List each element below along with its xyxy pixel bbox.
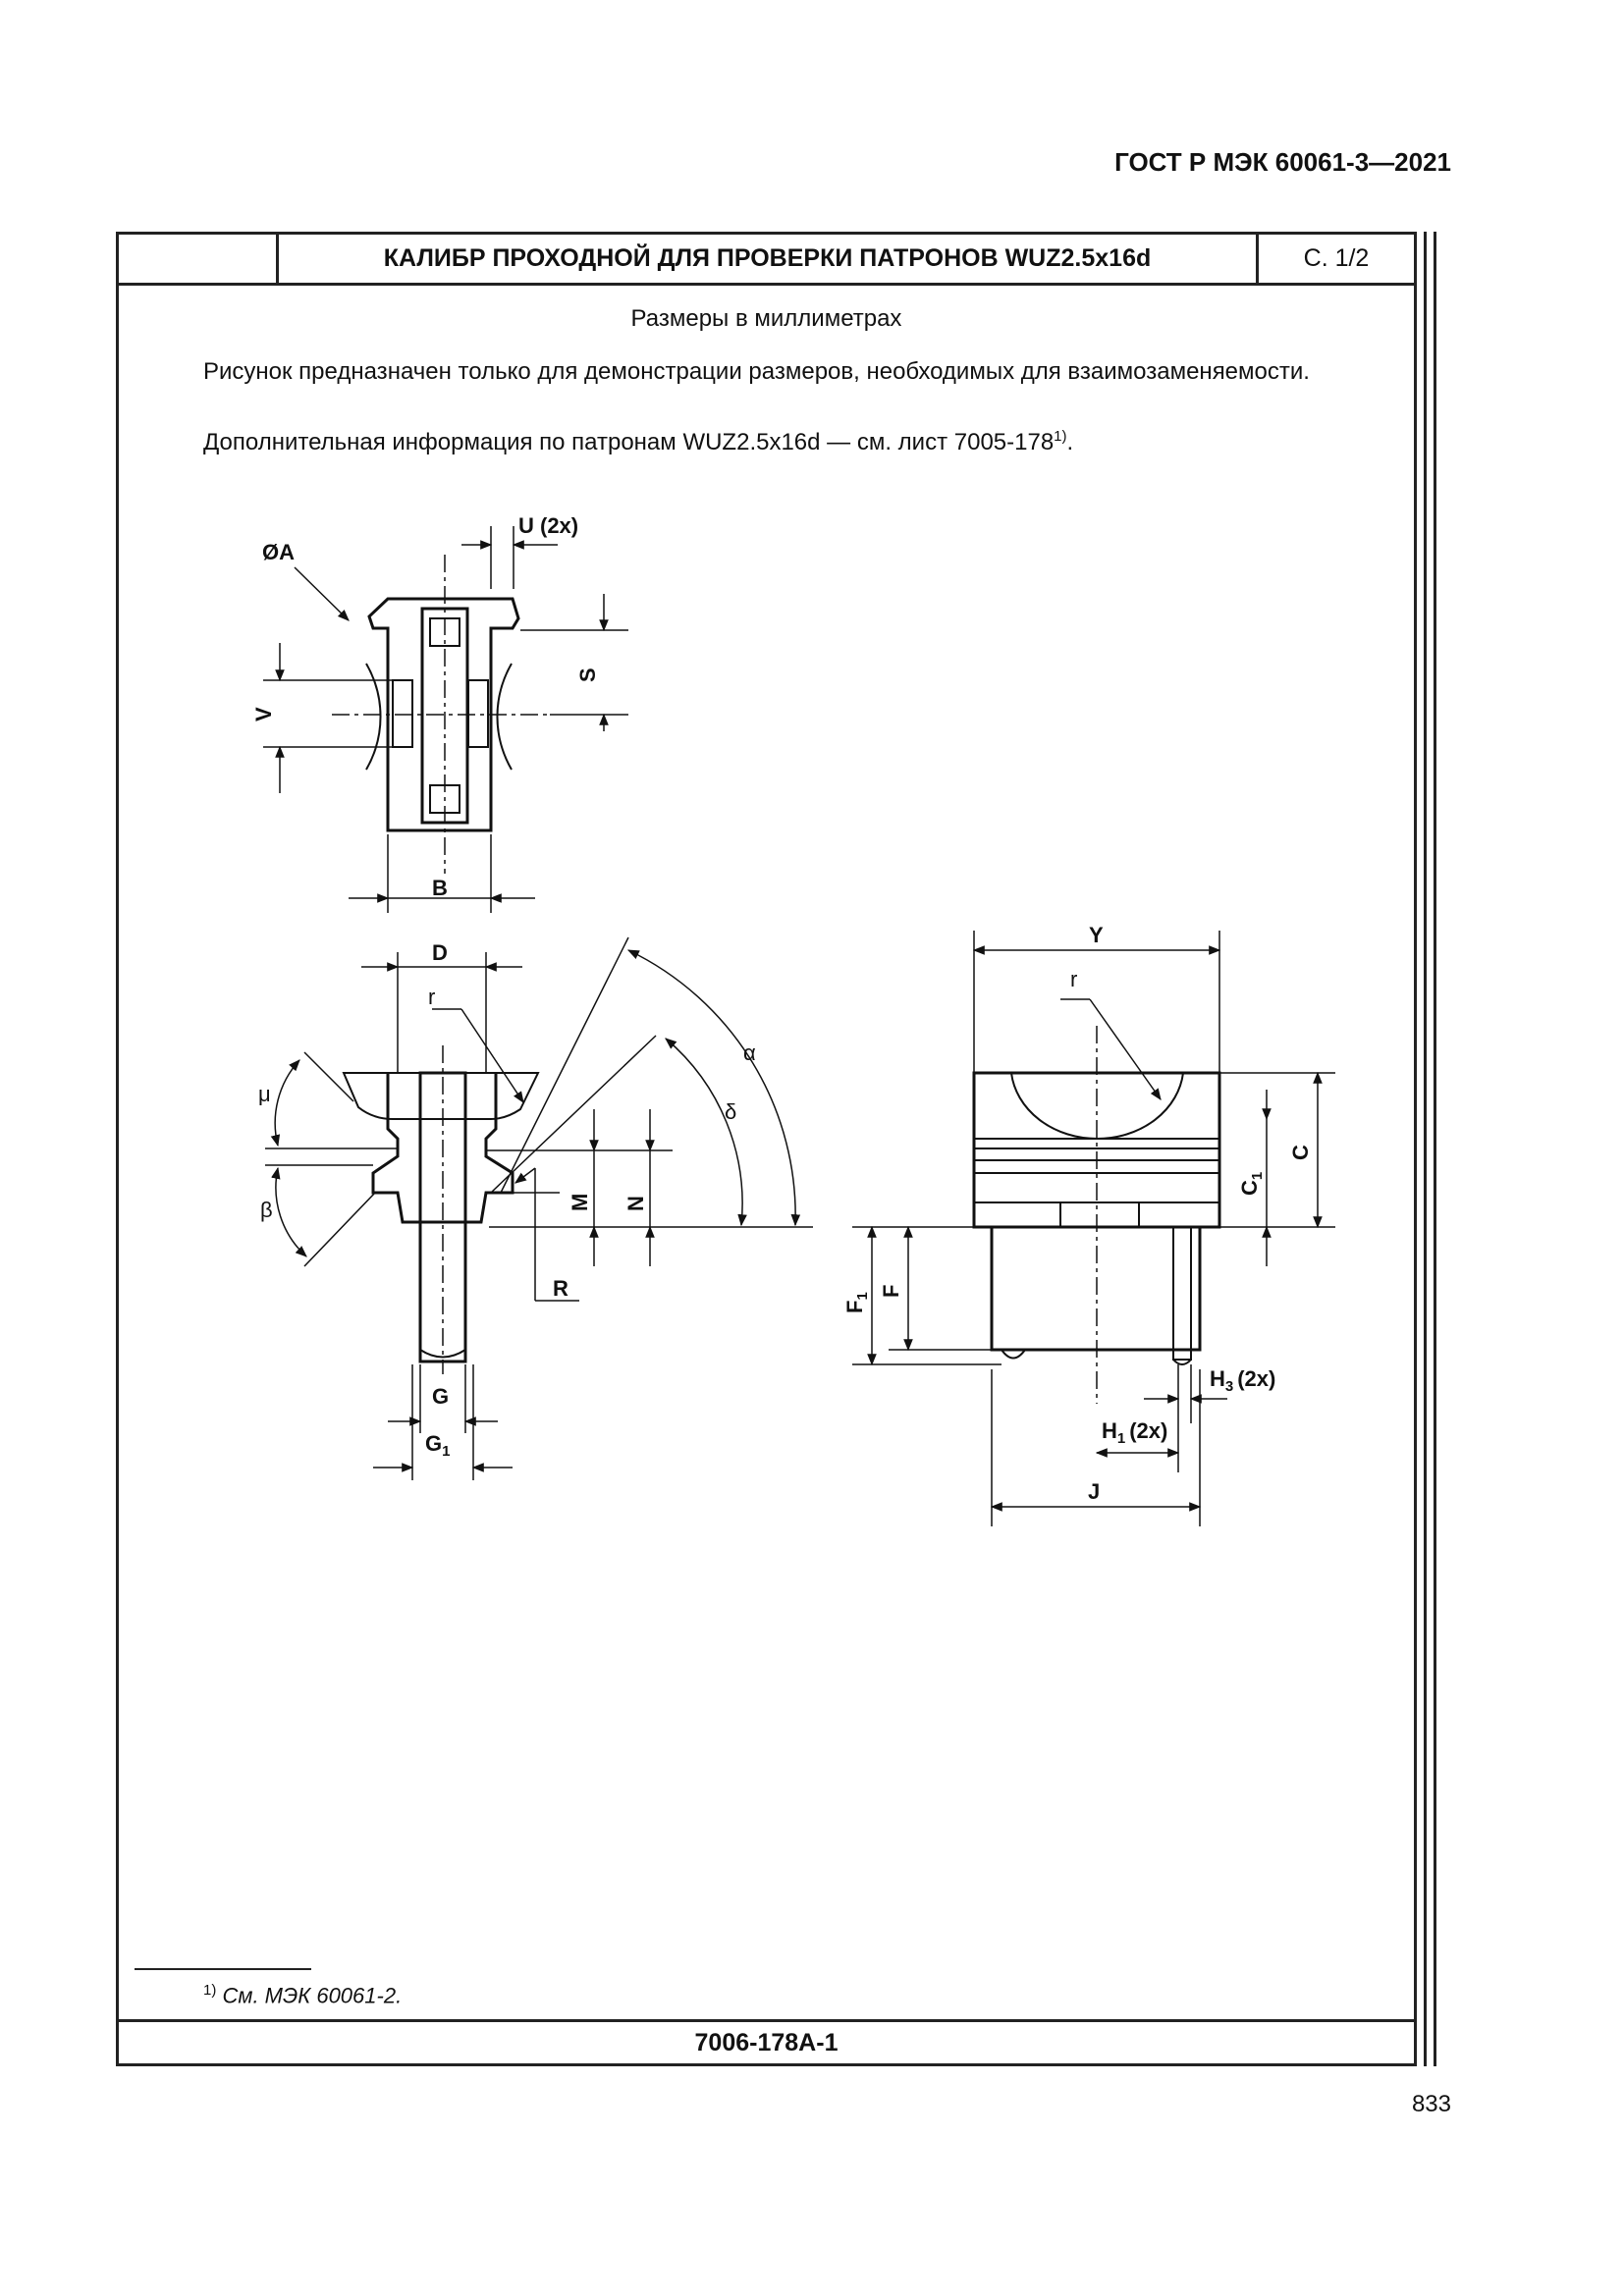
label-s: S: [575, 667, 600, 682]
label-delta: δ: [725, 1099, 737, 1124]
label-h1-mult: (2x): [1129, 1418, 1168, 1443]
paragraph-reference-text: Дополнительная информация по патронам WUZ2.5x16d — см. лист 7005-178: [203, 429, 1055, 455]
footnote-mark: 1): [203, 1982, 217, 1999]
top-view: [263, 526, 628, 913]
label-r: r: [428, 985, 436, 1009]
label-y: Y: [1089, 923, 1104, 947]
label-f1: [842, 1292, 871, 1313]
sheet-title: КАЛИБР ПРОХОДНОЙ ДЛЯ ПРОВЕРКИ ПАТРОНОВ WUZ2.5x16d: [279, 235, 1259, 283]
paragraph-purpose-text: Рисунок предназначен только для демонстрации размеров, необходимых для взаимозаменяемости.: [203, 358, 1310, 385]
label-alpha: α: [743, 1041, 756, 1065]
label-beta: β: [260, 1198, 273, 1222]
label-r-right: r: [1070, 967, 1078, 991]
label-f1-sub: 1: [854, 1292, 871, 1301]
label-b: B: [432, 876, 448, 900]
label-h1-sub: 1: [1116, 1430, 1126, 1447]
label-r-cap: R: [553, 1276, 568, 1301]
label-j: J: [1088, 1479, 1101, 1504]
sheet-page-ref: С. 1/2: [1303, 244, 1370, 272]
label-g1-sub: 1: [442, 1443, 451, 1460]
label-c1-main: C: [1237, 1180, 1262, 1196]
label-n: N: [623, 1196, 648, 1211]
label-g1-main: G: [425, 1431, 443, 1456]
label-v: V: [251, 707, 276, 721]
sheet-code: 7006-178A-1: [119, 2019, 1414, 2063]
units-note: Размеры в миллиметрах: [630, 305, 902, 332]
label-m: M: [568, 1193, 592, 1211]
label-f1-main: F: [842, 1300, 867, 1313]
front-view: [852, 931, 1335, 1526]
label-g1: [425, 1431, 450, 1460]
label-dia-a: ØA: [262, 540, 295, 564]
label-c1-sub: 1: [1249, 1171, 1266, 1181]
label-h1-main: H: [1102, 1418, 1117, 1443]
label-c1: [1237, 1172, 1266, 1196]
label-h1-2x: [1102, 1418, 1167, 1447]
label-h3-mult: (2x): [1237, 1366, 1276, 1391]
drawing-labels: [251, 513, 1313, 1504]
paragraph-reference-end: .: [1066, 429, 1074, 455]
label-h3-2x: [1210, 1366, 1275, 1395]
label-f: F: [879, 1284, 903, 1298]
page-number: 833: [1411, 2091, 1451, 2117]
label-h3-main: H: [1210, 1366, 1225, 1391]
label-u-2x: U (2x): [518, 513, 579, 538]
label-d: D: [432, 940, 448, 965]
label-mu: μ: [258, 1082, 271, 1106]
standard-designation: ГОСТ Р МЭК 60061-3—2021: [1114, 147, 1451, 177]
label-c: C: [1288, 1145, 1313, 1160]
label-g: G: [432, 1384, 450, 1409]
side-view: [265, 937, 813, 1480]
footnote-ref: 1): [1054, 428, 1067, 445]
label-h3-sub: 3: [1224, 1378, 1234, 1395]
footnote-text: См. МЭК 60061-2.: [222, 1983, 403, 2008]
